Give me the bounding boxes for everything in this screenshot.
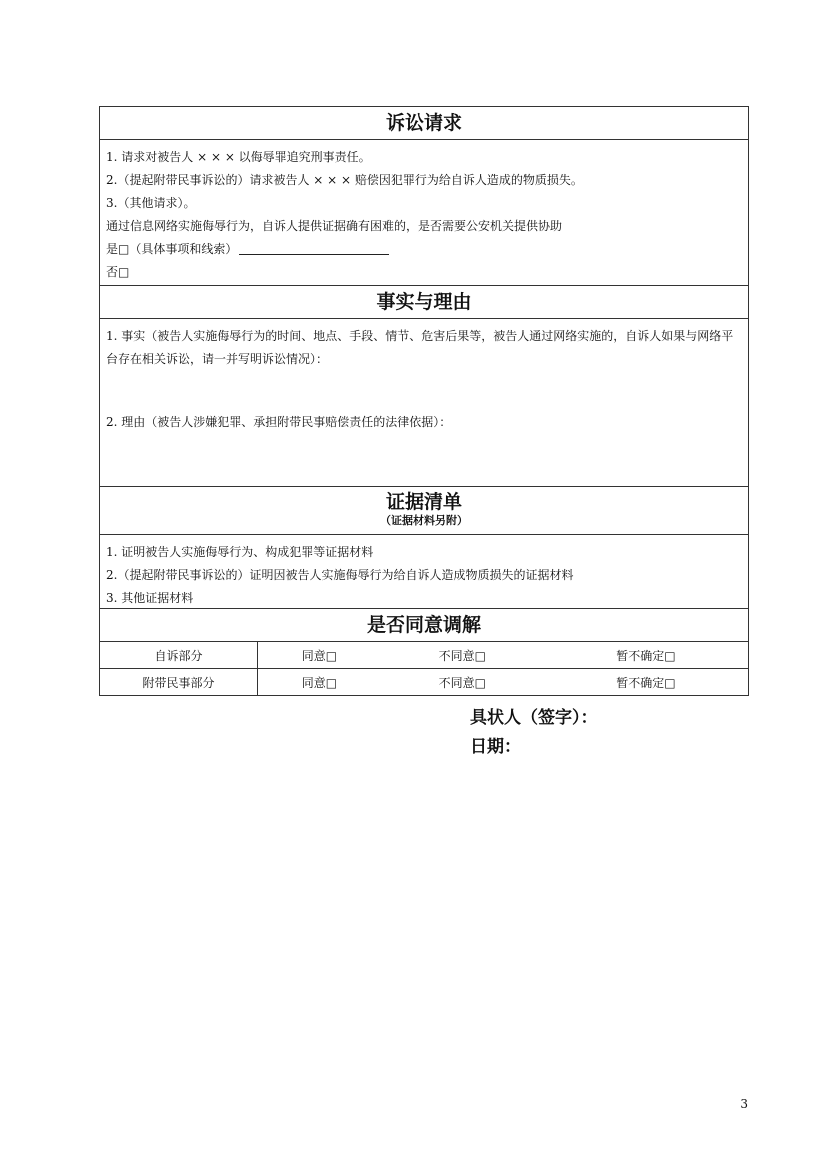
undecided-option: 暂不确定□ xyxy=(544,642,748,669)
undecided-option: 暂不确定□ xyxy=(544,669,748,696)
mediation-table xyxy=(100,642,748,696)
assist-yes-option xyxy=(106,238,742,261)
evidence-line-3: 3. 其他证据材料 xyxy=(106,591,194,605)
assist-yes-label: 是□（具体事项和线索） xyxy=(106,242,238,256)
disagree-option: 不同意□ xyxy=(381,669,544,696)
claim-line-2: 2.（提起附带民事诉讼的）请求被告人 × × × 赔偿因犯罪行为给自诉人造成的物质损失。 xyxy=(106,173,583,187)
mediation-row-private xyxy=(100,642,748,669)
claim-line-1: 1. 请求对被告人 × × × 以侮辱罪追究刑事责任。 xyxy=(106,150,371,164)
disagree-option: 不同意□ xyxy=(381,642,544,669)
evidence-line-2: 2.（提起附带民事诉讼的）证明因被告人实施侮辱行为给自诉人造成物质损失的证据材料 xyxy=(106,568,574,582)
mediation-row-civil xyxy=(100,669,748,696)
evidence-subtitle: （证据材料另附） xyxy=(380,514,468,527)
claims-body xyxy=(100,140,748,286)
evidence-title-block xyxy=(100,487,748,535)
complaint-form-table xyxy=(99,106,749,696)
claims-title: 诉讼请求 xyxy=(100,107,748,140)
mediation-row-label: 自诉部分 xyxy=(100,642,258,669)
date-label: 日期： xyxy=(470,737,521,757)
evidence-body xyxy=(100,535,748,609)
reason-prompt: 2. 理由（被告人涉嫌犯罪、承担附带民事赔偿责任的法律依据）： xyxy=(106,415,452,429)
facts-body xyxy=(100,319,748,487)
mediation-row-label: 附带民事部分 xyxy=(100,669,258,696)
agree-option: 同意□ xyxy=(258,669,381,696)
police-assist-question: 通过信息网络实施侮辱行为，自诉人提供证据确有困难的，是否需要公安机关提供协助 xyxy=(106,219,563,233)
mediation-title: 是否同意调解 xyxy=(100,609,748,642)
evidence-title: 证据清单 xyxy=(385,491,462,513)
claim-line-3: 3.（其他请求）。 xyxy=(106,196,196,210)
facts-title: 事实与理由 xyxy=(100,286,748,319)
evidence-line-1: 1. 证明被告人实施侮辱行为、构成犯罪等证据材料 xyxy=(106,545,374,559)
assist-no-option: 否□ xyxy=(106,265,130,279)
agree-option: 同意□ xyxy=(258,642,381,669)
assist-details-blank xyxy=(239,240,389,255)
signer-label: 具状人（签字）： xyxy=(470,708,598,728)
signature-block xyxy=(470,704,598,762)
fact-blank-area xyxy=(106,371,742,411)
page-number: 3 xyxy=(740,1097,748,1111)
fact-prompt: 1. 事实（被告人实施侮辱行为的时间、地点、手段、情节、危害后果等，被告人通过网络实施的，自诉人如果与网络平台存在相关诉讼，请一并写明诉讼情况）： xyxy=(106,329,734,366)
